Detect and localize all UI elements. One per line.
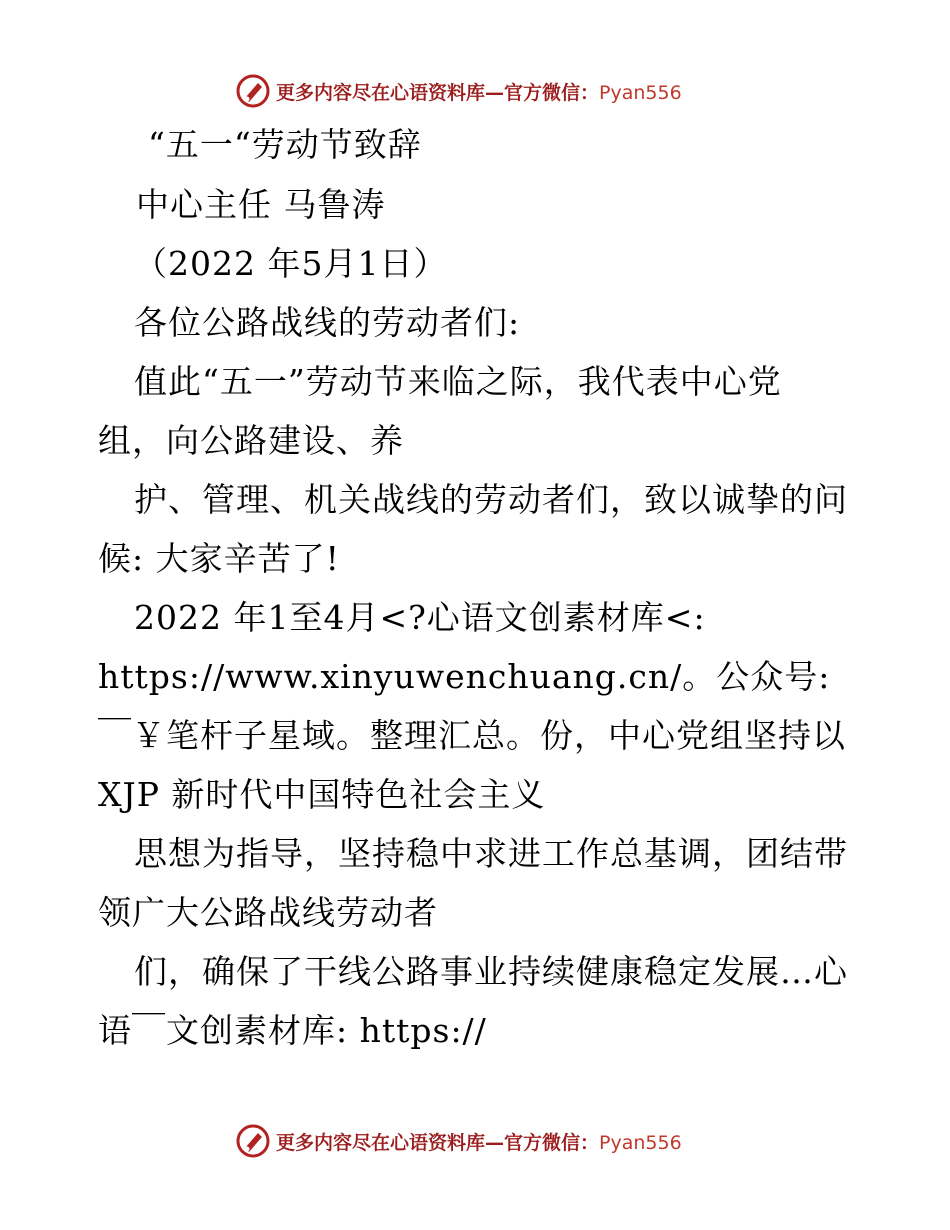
footer-watermark — [236, 1124, 682, 1158]
doc-paragraph-line: 值此“五一”劳动节来临之际，我代表中心党 — [134, 362, 782, 401]
doc-paragraph-line: XJP 新时代中国特色社会主义 — [98, 775, 546, 814]
doc-salutation: 各位公路战线的劳动者们: — [134, 303, 521, 342]
doc-paragraph-line: 们，确保了干线公路事业持续健康稳定发展…心 — [134, 952, 848, 991]
watermark-text: 更多内容尽在心语资料库—官方微信：Pyan556 — [276, 1131, 682, 1154]
doc-paragraph-line: 护、管理、机关战线的劳动者们，致以诚挚的问 — [134, 480, 848, 519]
doc-paragraph-line: 候: 大家辛苦了! — [98, 539, 340, 578]
doc-date: （2022 年5月1日） — [134, 244, 448, 283]
watermark-handle: Pyan556 — [599, 81, 682, 104]
header-watermark — [236, 74, 682, 108]
doc-paragraph-line: 语￣文创素材库: https:// — [98, 1011, 487, 1050]
watermark-text: 更多内容尽在心语资料库—官方微信：Pyan556 — [276, 81, 682, 104]
doc-paragraph-line: 领广大公路战线劳动者 — [98, 893, 438, 932]
pen-logo-icon — [236, 1124, 270, 1158]
watermark-handle: Pyan556 — [599, 1131, 682, 1154]
doc-author: 中心主任 马鲁涛 — [136, 185, 386, 224]
pen-logo-icon — [236, 74, 270, 108]
doc-paragraph-line: 组，向公路建设、养 — [98, 421, 404, 460]
doc-paragraph-line: 思想为指导，坚持稳中求进工作总基调，团结带 — [134, 834, 848, 873]
doc-title: “五一“劳动节致辞 — [148, 125, 422, 164]
doc-paragraph-line: ￣￥笔杆子星域。整理汇总。份，中心党组坚持以 — [98, 716, 846, 755]
doc-paragraph-line: 2022 年1至4月<?心语文创素材库<: — [134, 598, 706, 637]
doc-url-line: https://www.xinyuwenchuang.cn/。公众号: — [98, 657, 831, 696]
